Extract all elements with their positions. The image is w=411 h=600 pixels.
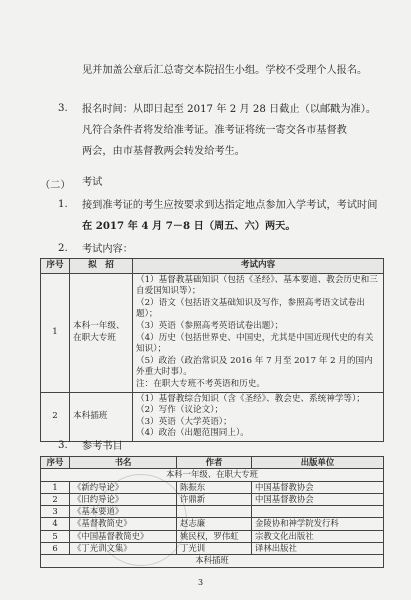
table-row bbox=[41, 530, 384, 542]
row-content bbox=[133, 273, 384, 392]
book-no: 3 bbox=[41, 506, 70, 518]
item-1-line-2: 在 2017 年 4 月 7－8 日（周五、六）两天。 bbox=[82, 220, 296, 232]
book-publisher: 金陵协和神学院发行科 bbox=[252, 518, 384, 530]
section-row bbox=[41, 555, 384, 567]
content-line: （4）历史（包括世界史、中国史，尤其是中国近现代史的有关知识）； bbox=[136, 332, 374, 355]
item-2-number: 2. bbox=[58, 243, 68, 254]
section-a-label: 本科一年级、在职大专班 bbox=[41, 469, 384, 481]
row-program: 本科一年级、在职大专班 bbox=[70, 273, 133, 392]
page-number: 3 bbox=[198, 578, 204, 587]
content-line: （4）政治（出题范围同上）。 bbox=[136, 428, 249, 439]
exam-table-header bbox=[41, 259, 384, 274]
header-publisher: 出版单位 bbox=[252, 457, 384, 469]
book-author bbox=[177, 506, 252, 518]
item-3-line-1: 报名时间：从即日起至 2017 年 2 月 28 日截止（以邮戳为准）。 bbox=[82, 104, 377, 115]
book-no: 2 bbox=[41, 493, 70, 505]
item-2-title: 考试内容： bbox=[82, 244, 133, 255]
intro-line: 见并加盖公章后汇总寄交本院招生小组。学校不受理个人报名。 bbox=[82, 65, 368, 76]
book-author: 陈振东 bbox=[177, 481, 252, 493]
reference-books-table bbox=[40, 456, 384, 568]
book-table-header bbox=[41, 457, 384, 469]
content-line: （1）基督教基础知识（包括《圣经》、基本要道、教会历史和三自爱国知识等）； bbox=[136, 274, 378, 297]
book-publisher: 中国基督教协会 bbox=[252, 481, 384, 493]
book-publisher: 中国基督教协会 bbox=[252, 493, 384, 505]
header-program: 拟 招 bbox=[70, 259, 133, 274]
book-title: 《旧约导论》 bbox=[70, 493, 177, 505]
table-row bbox=[41, 481, 384, 493]
content-line: （3）英语（大学英语）； bbox=[136, 416, 232, 427]
book-no: 1 bbox=[41, 481, 70, 493]
book-author: 姚民权，罗伟虹 bbox=[177, 530, 252, 542]
item-3-line-2: 凡符合条件者将发给准考证。准考证将统一寄交各市基督教 bbox=[82, 125, 347, 136]
row-no: 1 bbox=[41, 273, 70, 392]
header-content: 考试内容 bbox=[133, 259, 384, 274]
header-no: 序号 bbox=[41, 259, 70, 274]
content-line: （1）基督教综合知识（含《圣经》、教会史、系统神学等）； bbox=[136, 393, 365, 404]
book-author: 丁光训 bbox=[177, 543, 252, 555]
book-title: 《基督教简史》 bbox=[70, 518, 177, 530]
item-3b-number: 3. bbox=[58, 440, 68, 451]
content-line: （2）语文（包括语文基础知识及写作，参照高考语文试卷出题）； bbox=[136, 297, 365, 320]
row-content bbox=[133, 392, 384, 441]
book-no: 4 bbox=[41, 518, 70, 530]
table-row bbox=[41, 392, 384, 441]
book-no: 6 bbox=[41, 543, 70, 555]
section-2-number: （二） bbox=[40, 180, 71, 191]
book-author: 赵志廉 bbox=[177, 518, 252, 530]
header-author: 作者 bbox=[177, 457, 252, 469]
table-row bbox=[41, 518, 384, 530]
book-author: 许鼎新 bbox=[177, 493, 252, 505]
table-row bbox=[41, 506, 384, 518]
section-b-label: 本科插班 bbox=[41, 555, 384, 567]
item-1-number: 1. bbox=[58, 199, 68, 210]
content-note: 注：在职大专班不考英语和历史。 bbox=[136, 378, 265, 389]
book-publisher bbox=[252, 506, 384, 518]
content-line: （3）英语（参照高考英语试卷出题）； bbox=[136, 320, 284, 331]
header-no: 序号 bbox=[41, 457, 70, 469]
book-title: 《丁光训文集》 bbox=[70, 543, 177, 555]
book-title: 《基本要道》 bbox=[70, 506, 177, 518]
book-no: 5 bbox=[41, 530, 70, 542]
row-no: 2 bbox=[41, 392, 70, 441]
exam-content-table bbox=[40, 258, 384, 442]
table-row bbox=[41, 273, 384, 392]
content-line: （5）政治（政治常识及 2016 年 7 月至 2017 年 2 月的国内外重大时事）。 bbox=[136, 355, 373, 378]
header-title: 书名 bbox=[70, 457, 177, 469]
row-program: 本科插班 bbox=[70, 392, 133, 441]
section-row bbox=[41, 469, 384, 481]
book-publisher: 宗教文化出版社 bbox=[252, 530, 384, 542]
item-3b-title: 参考书目 bbox=[82, 441, 123, 452]
item-1-line-1: 接到准考证的考生应按要求到达指定地点参加入学考试，考试时间 bbox=[82, 200, 378, 211]
item-3-line-3: 两会，由市基督教两会转发给考生。 bbox=[82, 146, 245, 157]
item-3-number: 3. bbox=[58, 103, 68, 114]
book-title: 《中国基督教简史》 bbox=[70, 530, 177, 542]
section-2-title: 考试 bbox=[82, 177, 103, 188]
content-line: （2）写作（议论文）； bbox=[136, 405, 224, 416]
table-row bbox=[41, 493, 384, 505]
book-title: 《新约导论》 bbox=[70, 481, 177, 493]
table-row bbox=[41, 543, 384, 555]
book-publisher: 译林出版社 bbox=[252, 543, 384, 555]
